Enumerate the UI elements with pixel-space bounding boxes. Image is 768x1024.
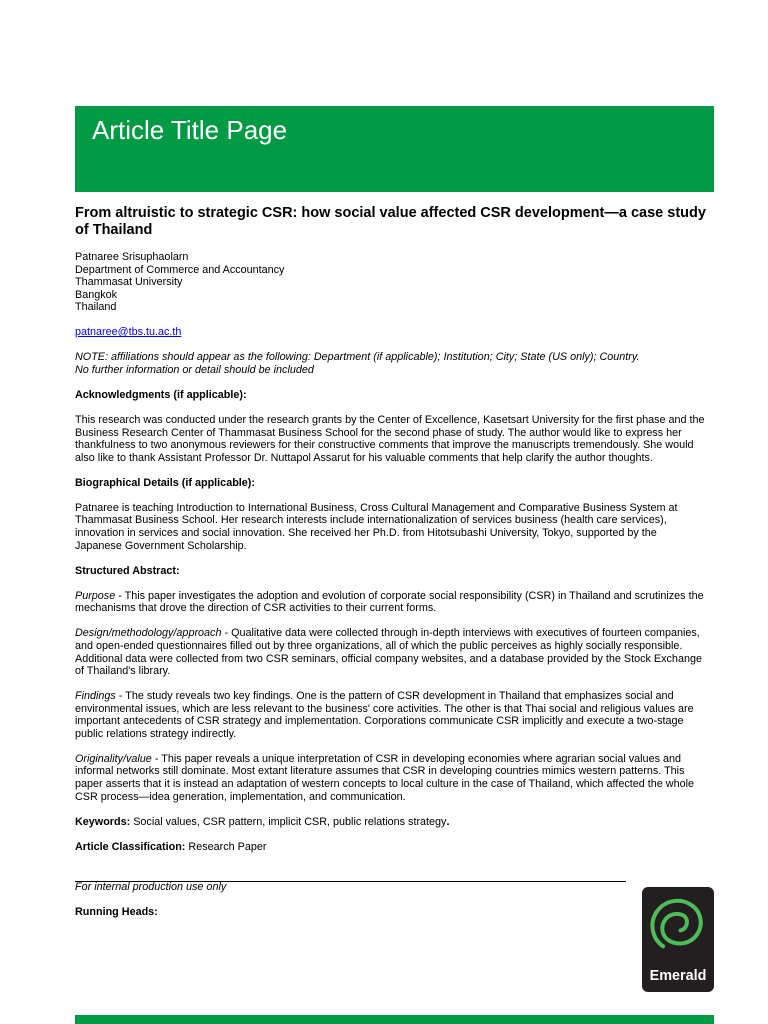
acknowledgments-paragraph (75, 414, 715, 464)
paragraph-line: Thammasat Business School. Her research interests include internationalization of services business (health care services), (75, 514, 667, 527)
paragraph-line: Additional data were collected from two CSR seminars, official company websites, and a database provided by the Stock Exchange (75, 652, 702, 665)
paragraph-line: innovation in services and social innovation. She received her Ph.D. from Hitotsubashi University, Tokyo, supported by the (75, 527, 657, 540)
running-heads-label: Running Heads: (75, 906, 158, 918)
biography-heading: Biographical Details (if applicable): (75, 476, 255, 489)
paragraph-line: thankfulness to two anonymous reviewers for their constructive comments that improve the manuscripts tremendously. She would (75, 439, 694, 452)
paragraph-line (75, 590, 715, 603)
article-title (75, 205, 706, 239)
note-line: No further information or detail should be included (75, 363, 314, 376)
note-line: NOTE: affiliations should appear as the following: Department (if applicable); Institution; City; State (US only); Country. (75, 351, 640, 364)
paragraph-text: - This paper investigates the adoption and evolution of corporate social responsibility (CSR) in Thailand and scrutinizes the (118, 589, 704, 602)
footer-bar (75, 1015, 714, 1024)
author-institution: Thammasat University (75, 276, 183, 289)
paragraph-line (75, 753, 715, 766)
keywords-label: Keywords: (75, 815, 131, 828)
abstract-purpose (75, 590, 715, 615)
biography-paragraph (75, 502, 715, 552)
author-name: Patnaree Srisuphaolarn (75, 251, 189, 263)
classification-value: Research Paper (188, 840, 267, 853)
abstract-design (75, 627, 715, 677)
abstract-design-label: Design/methodology/approach (75, 627, 222, 640)
paragraph-line: public relations strategy indirectly. (75, 727, 237, 740)
emerald-logo (642, 887, 714, 992)
author-department: Department of Commerce and Accountancy (75, 263, 285, 276)
article-body (75, 251, 715, 853)
logo-wordmark: Emerald (649, 968, 707, 984)
paragraph-line: environmental issues, which are less relevant to the business' core activities. The other is that Thai social and religious values are (75, 702, 694, 715)
abstract-findings (75, 690, 715, 740)
keywords-value: Social values, CSR pattern, implicit CSR, public relations strategy (133, 815, 447, 828)
paragraph-line: important antecedents of CSR strategy and implementation. Corporations communicate CSR implicitly and execute a two-stage (75, 715, 684, 728)
paragraph-line: of Thailand's library. (75, 665, 171, 678)
paragraph-text: - This paper reveals a unique interpretation of CSR in developing economies where agrarian social values and (154, 752, 681, 765)
abstract-heading: Structured Abstract: (75, 564, 180, 577)
author-city: Bangkok (75, 288, 118, 301)
paragraph-line: also like to thank Assistant Professor Dr. Nuttapol Assarut for his valuable comments that help clarify the author thoughts. (75, 451, 653, 464)
keywords-row (75, 816, 715, 829)
abstract-purpose-label: Purpose (75, 589, 116, 602)
abstract-findings-label: Findings (75, 690, 116, 703)
author-country: Thailand (75, 301, 117, 314)
author-affiliation (75, 251, 715, 314)
acknowledgments-heading: Acknowledgments (if applicable): (75, 389, 247, 402)
paragraph-text: - The study reveals two key findings. One is the pattern of CSR development in Thailand that emphasizes social and (118, 690, 674, 703)
keywords-end: . (446, 815, 450, 828)
paragraph-line: CSR process—idea generation, implementation, and communication. (75, 790, 406, 803)
affiliation-note (75, 351, 715, 376)
classification-row (75, 841, 715, 854)
paragraph-line: informal networks still dominate. Most extant literature assumes that CSR in developing countries mimics western patterns. This (75, 765, 685, 778)
internal-use-note: For internal production use only (75, 880, 227, 893)
abstract-originality-label: Originality/value (75, 752, 152, 765)
abstract-originality (75, 753, 715, 803)
paragraph-line: Japanese Government Scholarship. (75, 539, 247, 552)
paragraph-line: Business Research Center of Thammasat Business School for the second phase of study. The author would like to express her (75, 426, 682, 439)
article-title-line: of Thailand (75, 221, 153, 238)
paragraph-line: mechanisms that drove the direction of CSR activities to their current forms. (75, 602, 437, 615)
paragraph-line (75, 690, 715, 703)
classification-label: Article Classification: (75, 840, 186, 853)
paragraph-line: paper asserts that it is instead an adaptation of western concepts to local culture in the case of Thailand, which affected the whole (75, 777, 694, 790)
paragraph-line: This research was conducted under the research grants by the Center of Excellence, Kasetsart University for the first phase and the (75, 414, 705, 427)
paragraph-line: and open-ended questionnaires filled out by three organizations, all of which the public perceives as highly socially responsible. (75, 639, 683, 652)
title-banner (75, 106, 714, 192)
paragraph-text: - Qualitative data were collected through in-depth interviews with executives of fourteen companies, (224, 627, 700, 640)
article-title-line: From altruistic to strategic CSR: how social value affected CSR development—a case study (75, 204, 706, 221)
paragraph-line (75, 627, 715, 640)
paragraph-line: Patnaree is teaching Introduction to International Business, Cross Cultural Management and Comparative Business System at (75, 501, 678, 514)
author-email-row (75, 326, 715, 339)
author-email-link[interactable]: patnaree@tbs.tu.ac.th (75, 326, 182, 339)
banner-title: Article Title Page (92, 115, 288, 145)
